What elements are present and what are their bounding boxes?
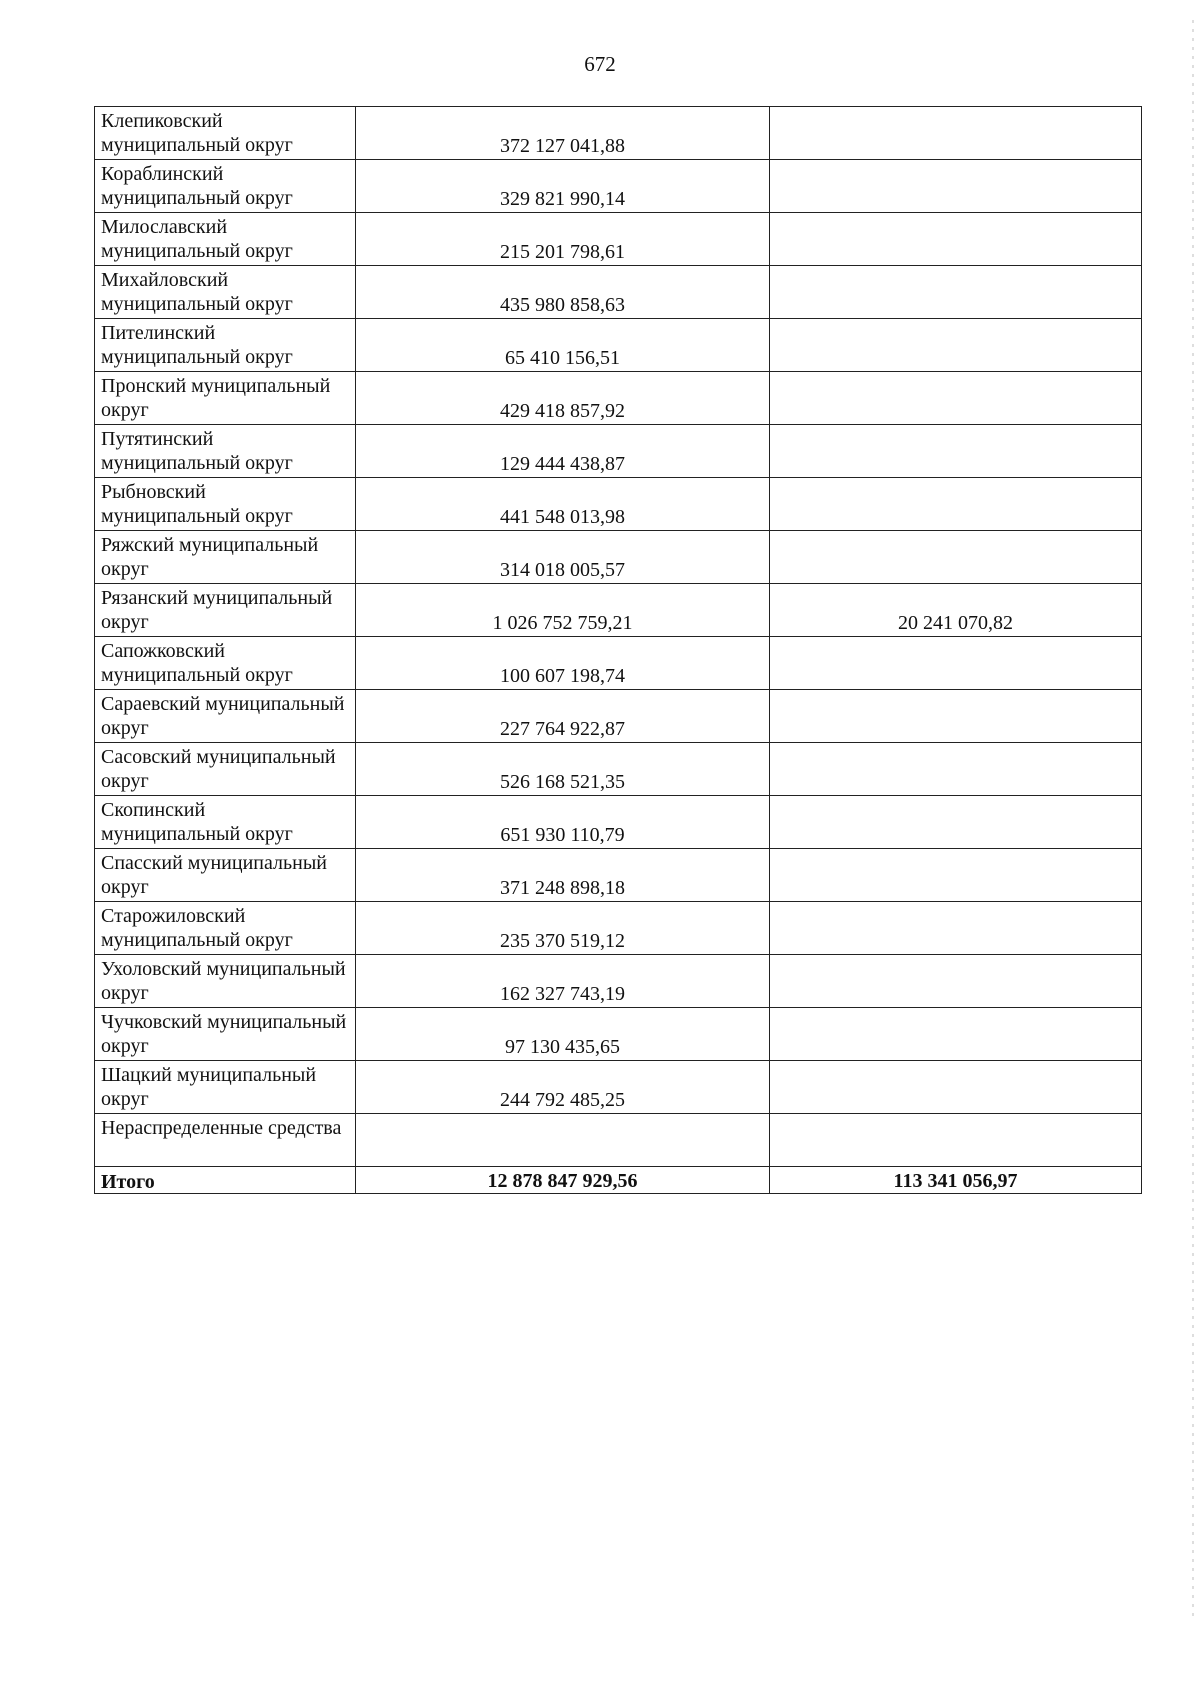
district-name: Клепиковский муниципальный округ <box>95 107 356 160</box>
extra-amount-cell <box>770 955 1142 1008</box>
district-name: Старожиловский муниципальный округ <box>95 902 356 955</box>
extra-amount-cell <box>770 743 1142 796</box>
extra-amount-cell <box>770 107 1142 160</box>
total-amount: 12 878 847 929,56 <box>356 1167 770 1194</box>
table-row <box>95 796 1142 849</box>
amount-cell: 129 444 438,87 <box>356 425 770 478</box>
extra-amount-cell <box>770 1008 1142 1061</box>
table-row <box>95 266 1142 319</box>
extra-amount-cell <box>770 637 1142 690</box>
extra-amount-cell <box>770 372 1142 425</box>
table-row <box>95 902 1142 955</box>
district-name: Рязанский муниципальный округ <box>95 584 356 637</box>
amount-cell <box>356 1114 770 1167</box>
amount-cell: 65 410 156,51 <box>356 319 770 372</box>
extra-amount-cell <box>770 425 1142 478</box>
table-row <box>95 160 1142 213</box>
total-label: Итого <box>95 1167 356 1194</box>
amount-cell: 651 930 110,79 <box>356 796 770 849</box>
amount-cell: 329 821 990,14 <box>356 160 770 213</box>
amount-cell: 441 548 013,98 <box>356 478 770 531</box>
amount-cell: 227 764 922,87 <box>356 690 770 743</box>
district-name: Ряжский муниципальный округ <box>95 531 356 584</box>
scan-edge-artifact <box>1192 20 1194 1620</box>
district-name: Нераспределенные средства <box>95 1114 356 1167</box>
extra-amount-cell <box>770 849 1142 902</box>
district-name: Милославский муниципальный округ <box>95 213 356 266</box>
amount-cell: 371 248 898,18 <box>356 849 770 902</box>
page-number: 672 <box>584 52 616 76</box>
extra-amount-cell <box>770 531 1142 584</box>
table-row <box>95 107 1142 160</box>
extra-amount-cell <box>770 213 1142 266</box>
extra-amount-cell <box>770 690 1142 743</box>
table-row <box>95 1114 1142 1167</box>
table-row <box>95 1061 1142 1114</box>
district-name: Путятинский муниципальный округ <box>95 425 356 478</box>
district-name: Чучковский муниципальный округ <box>95 1008 356 1061</box>
table-row <box>95 1008 1142 1061</box>
table-row <box>95 425 1142 478</box>
district-name: Спасский муниципальный округ <box>95 849 356 902</box>
district-name: Кораблинский муниципальный округ <box>95 160 356 213</box>
amount-cell: 162 327 743,19 <box>356 955 770 1008</box>
amount-cell: 215 201 798,61 <box>356 213 770 266</box>
district-name: Скопинский муниципальный округ <box>95 796 356 849</box>
table-row <box>95 955 1142 1008</box>
table-row <box>95 478 1142 531</box>
table-row <box>95 372 1142 425</box>
total-row <box>95 1167 1142 1194</box>
allocation-table <box>94 106 1142 1194</box>
district-name: Шацкий муниципальный округ <box>95 1061 356 1114</box>
amount-cell: 429 418 857,92 <box>356 372 770 425</box>
table-row <box>95 319 1142 372</box>
amount-cell: 372 127 041,88 <box>356 107 770 160</box>
amount-cell: 244 792 485,25 <box>356 1061 770 1114</box>
amount-cell: 235 370 519,12 <box>356 902 770 955</box>
total-extra-amount: 113 341 056,97 <box>770 1167 1142 1194</box>
table-row <box>95 531 1142 584</box>
district-name: Сасовский муниципальный округ <box>95 743 356 796</box>
table-row <box>95 743 1142 796</box>
district-name: Рыбновский муниципальный округ <box>95 478 356 531</box>
extra-amount-cell: 20 241 070,82 <box>770 584 1142 637</box>
extra-amount-cell <box>770 478 1142 531</box>
amount-cell: 1 026 752 759,21 <box>356 584 770 637</box>
extra-amount-cell <box>770 902 1142 955</box>
extra-amount-cell <box>770 796 1142 849</box>
table-row <box>95 849 1142 902</box>
table-row <box>95 690 1142 743</box>
amount-cell: 100 607 198,74 <box>356 637 770 690</box>
extra-amount-cell <box>770 1114 1142 1167</box>
district-name: Сараевский муниципальный округ <box>95 690 356 743</box>
amount-cell: 97 130 435,65 <box>356 1008 770 1061</box>
table-row <box>95 213 1142 266</box>
extra-amount-cell <box>770 319 1142 372</box>
extra-amount-cell <box>770 160 1142 213</box>
district-name: Михайловский муниципальный округ <box>95 266 356 319</box>
extra-amount-cell <box>770 1061 1142 1114</box>
amount-cell: 526 168 521,35 <box>356 743 770 796</box>
table-row <box>95 637 1142 690</box>
district-name: Пителинский муниципальный округ <box>95 319 356 372</box>
district-name: Сапожковский муниципальный округ <box>95 637 356 690</box>
district-name: Пронский муниципальный округ <box>95 372 356 425</box>
extra-amount-cell <box>770 266 1142 319</box>
amount-cell: 435 980 858,63 <box>356 266 770 319</box>
table-row <box>95 584 1142 637</box>
district-name: Ухоловский муниципальный округ <box>95 955 356 1008</box>
amount-cell: 314 018 005,57 <box>356 531 770 584</box>
